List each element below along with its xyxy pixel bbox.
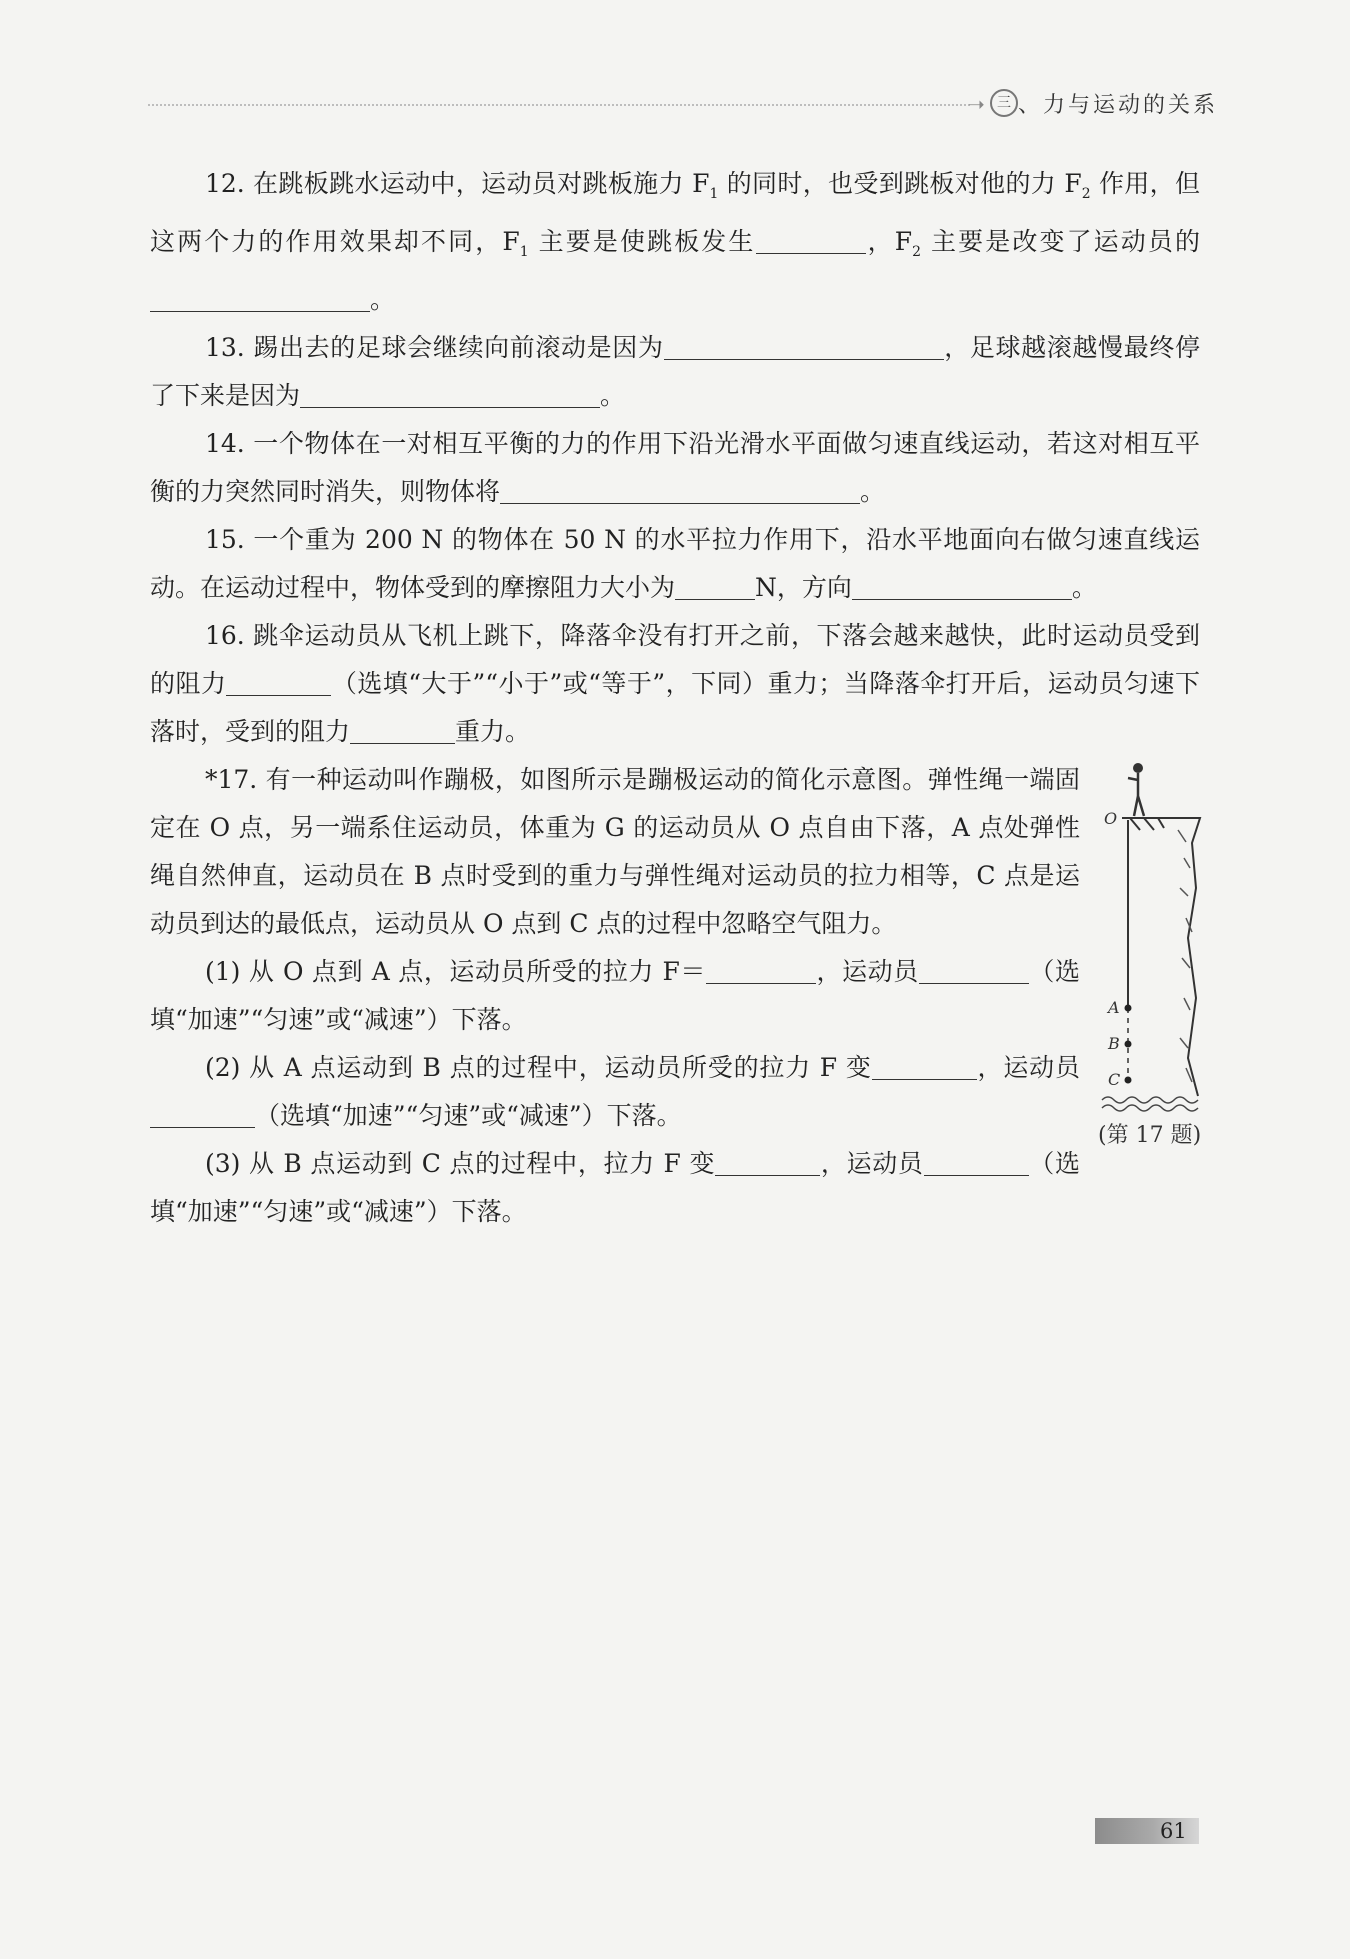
header-rule xyxy=(148,104,970,106)
section-badge: 三 xyxy=(990,89,1018,117)
page-number: 61 xyxy=(1160,1819,1187,1843)
cliff-icon xyxy=(1148,818,1200,1096)
point-b-dot xyxy=(1125,1041,1132,1048)
point-a-label: A xyxy=(1108,998,1120,1017)
water-icon xyxy=(1102,1097,1198,1111)
answer-blank[interactable] xyxy=(919,957,1029,984)
answer-blank[interactable] xyxy=(852,573,1072,600)
jumper-icon xyxy=(1128,763,1144,816)
point-c-dot xyxy=(1125,1077,1132,1084)
arrow-icon: ➝ xyxy=(968,92,985,116)
question-17-part-3: (3) 从 B 点运动到 C 点的过程中，拉力 F 变 ，运动员 （选填“加速”“匀速”或“减速”）下落。 xyxy=(150,1149,1080,1226)
answer-blank[interactable] xyxy=(150,1101,255,1128)
figure-caption: (第 17 题) xyxy=(1098,1123,1202,1148)
answer-blank[interactable] xyxy=(226,669,331,696)
question-17 xyxy=(150,756,1080,1236)
answer-blank[interactable] xyxy=(706,957,816,984)
answer-blank[interactable] xyxy=(872,1053,977,1080)
answer-blank[interactable] xyxy=(756,227,866,254)
answer-blank[interactable] xyxy=(664,333,944,360)
question-16: 16. 跳伞运动员从飞机上跳下，降落伞没有打开之前，下落会越来越快，此时运动员受到的阻力 （选填“大于”“小于”或“等于”，下同）重力；当降落伞打开后，运动员匀速下落时，受到的阻力 重力。 xyxy=(150,621,1200,746)
point-o-label: O xyxy=(1104,809,1118,828)
question-17-part-1: (1) 从 O 点到 A 点，运动员所受的拉力 F＝ ，运动员 （选填“加速”“匀速”或“减速”）下落。 xyxy=(150,957,1080,1034)
bungee-diagram xyxy=(1100,748,1210,1138)
answer-blank[interactable] xyxy=(300,381,600,408)
question-15: 15. 一个重为 200 N 的物体在 50 N 的水平拉力作用下，沿水平地面向右做匀速直线运动。在运动过程中，物体受到的摩擦阻力大小为 N，方向 。 xyxy=(150,525,1200,602)
section-title: 、力与运动的关系 xyxy=(1018,93,1219,118)
answer-blank[interactable] xyxy=(675,573,755,600)
answer-blank[interactable] xyxy=(924,1149,1029,1176)
question-17-part-2: (2) 从 A 点运动到 B 点的过程中，运动员所受的拉力 F 变 ，运动员（选填“加速”“匀速”或“减速”）下落。 xyxy=(150,1044,1080,1140)
answer-blank[interactable] xyxy=(715,1149,820,1176)
answer-blank[interactable] xyxy=(150,285,370,312)
question-13: 13. 踢出去的足球会继续向前滚动是因为 ，足球越滚越慢最终停了下来是因为 。 xyxy=(150,333,1200,410)
question-14: 14. 一个物体在一对相互平衡的力的作用下沿光滑水平面做匀速直线运动，若这对相互平衡的力突然同时消失，则物体将 。 xyxy=(150,429,1200,506)
questions-body xyxy=(150,160,1200,1236)
point-b-label: B xyxy=(1108,1034,1120,1053)
question-17-intro: *17. 有一种运动叫作蹦极，如图所示是蹦极运动的简化示意图。弹性绳一端固定在 O 点，另一端系住运动员，体重为 G 的运动员从 O 点自由下落，A 点处弹性绳自然伸直，运动员在 B 点时受到的重力与弹性绳对运动员的拉力相等，C 点是运动员到达的最低点，运动员从 O 点到 C 点的过程中忽略空气阻力。 xyxy=(150,765,1080,938)
point-a-dot xyxy=(1125,1005,1132,1012)
answer-blank[interactable] xyxy=(500,477,860,504)
point-c-label: C xyxy=(1108,1070,1121,1089)
question-12: 12. 在跳板跳水运动中，运动员对跳板施力 $F_1$ 的同时，也受到跳板对他的力 $F_2$ 作用，但这两个力的作用效果却不同，$F_1$ 主要是使跳板发生 ，$F_2$ 主要是改变了运动员的。 xyxy=(150,169,1200,314)
answer-blank[interactable] xyxy=(350,717,455,744)
